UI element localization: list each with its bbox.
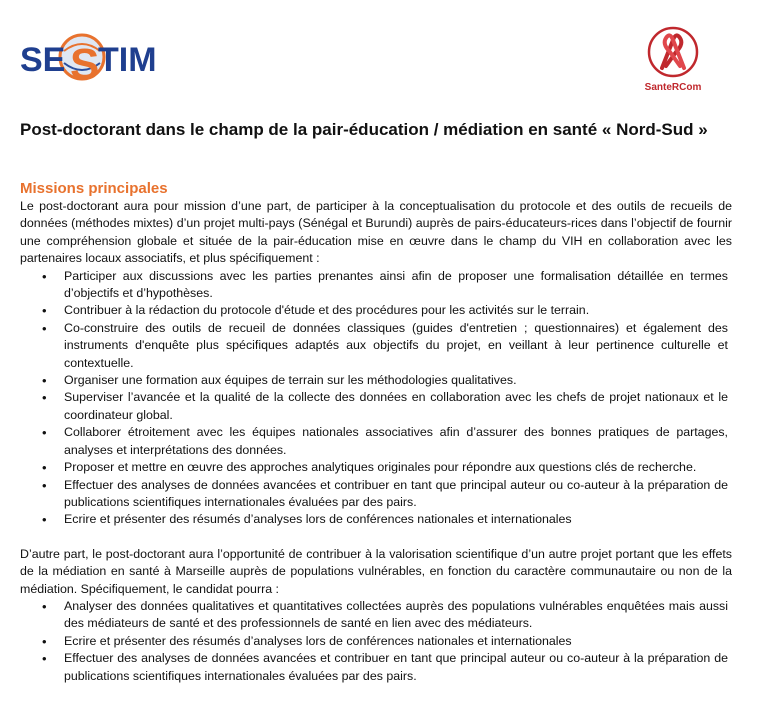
list-item: • Contribuer à la rédaction du protocole d'étude et des procédures pour les activités sur le terrain. <box>64 302 732 319</box>
list-item: • Organiser une formation aux équipes de terrain sur les méthodologies qualitatives. <box>64 372 732 389</box>
list-item: • Analyser des données qualitatives et quantitatives collectées auprès des populations vulnérables enquêtées mais aussi des médiateurs de santé et des professionnels de santé en lien avec des médiateurs. <box>64 598 732 633</box>
second-paragraph: D’autre part, le post-doctorant aura l’opportunité de contribuer à la valorisation scientifique d’un autre projet portant que les effets de la médiation en santé à Marseille auprès de populations vulnérables, en fonction du caractère communautaire ou non de la médiation. Spécifiquement, le candidat pourra : <box>20 546 732 596</box>
list-item: • Effectuer des analyses de données avancées et contribuer en tant que principal auteur ou co-auteur à la préparation de publications scientifiques internationales évaluées par des pairs. <box>64 650 732 685</box>
list-item: • Co-construire des outils de recueil de données classiques (guides d'entretien ; questionnaires) et également des instruments d'enquête plus spécifiques adaptés aux objectifs du projet, en veillant à leur pertinence culturelle et contextuelle. <box>64 320 732 372</box>
mission-list-2 <box>20 598 732 685</box>
paragraph-spacer <box>20 529 732 546</box>
svg-text:TIM: TIM <box>98 41 157 79</box>
santercom-logo-text: SanteRCom <box>644 82 702 93</box>
sesstim-logo <box>20 27 157 89</box>
sesstim-logo-graphic <box>20 27 157 89</box>
list-item: • Ecrire et présenter des résumés d’analyses lors de conférences nationales et internationales <box>64 633 732 650</box>
red-ribbon-icon <box>640 22 706 82</box>
page-title: Post-doctorant dans le champ de la pair-éducation / médiation en santé « Nord-Sud » <box>20 120 708 139</box>
intro-paragraph: Le post-doctorant aura pour mission d’une part, de participer à la conceptualisation du protocole et des outils de recueils de données (méthodes mixtes) d’un projet multi-pays (Sénégal et Burundi) auprès de pairs-éducateurs-rices dans l’objectif de fournir une compréhension globale et située de la pair-éducation mise en œuvre dans le champ du VIH en collaboration avec les partenaires locaux associatifs, et plus spécifiquement : <box>20 199 732 266</box>
mission-list-1 <box>20 268 732 529</box>
section-heading: Missions principales <box>20 180 168 197</box>
list-item: • Proposer et mettre en œuvre des approches analytiques originales pour répondre aux questions clés de recherche. <box>64 459 732 476</box>
svg-text:S: S <box>70 40 100 89</box>
santercom-logo <box>640 22 706 102</box>
svg-text:SE: SE <box>20 41 66 79</box>
section-content <box>20 198 732 685</box>
list-item: • Effectuer des analyses de données avancées et contribuer en tant que principal auteur ou co-auteur à la préparation de publications scientifiques internationales évaluées par des pairs. <box>64 477 732 512</box>
list-item: • Collaborer étroitement avec les équipes nationales associatives afin d’assurer des bonnes pratiques de partages, analyses et interprétations des données. <box>64 424 732 459</box>
list-item: • Participer aux discussions avec les parties prenantes ainsi afin de proposer une formalisation détaillée en termes d’objectifs et d’hypothèses. <box>64 268 732 303</box>
list-item: • Ecrire et présenter des résumés d’analyses lors de conférences nationales et internationales <box>64 511 732 528</box>
list-item: • Superviser l’avancée et la qualité de la collecte des données en collaboration avec les chefs de projet nationaux et le coordinateur global. <box>64 389 732 424</box>
